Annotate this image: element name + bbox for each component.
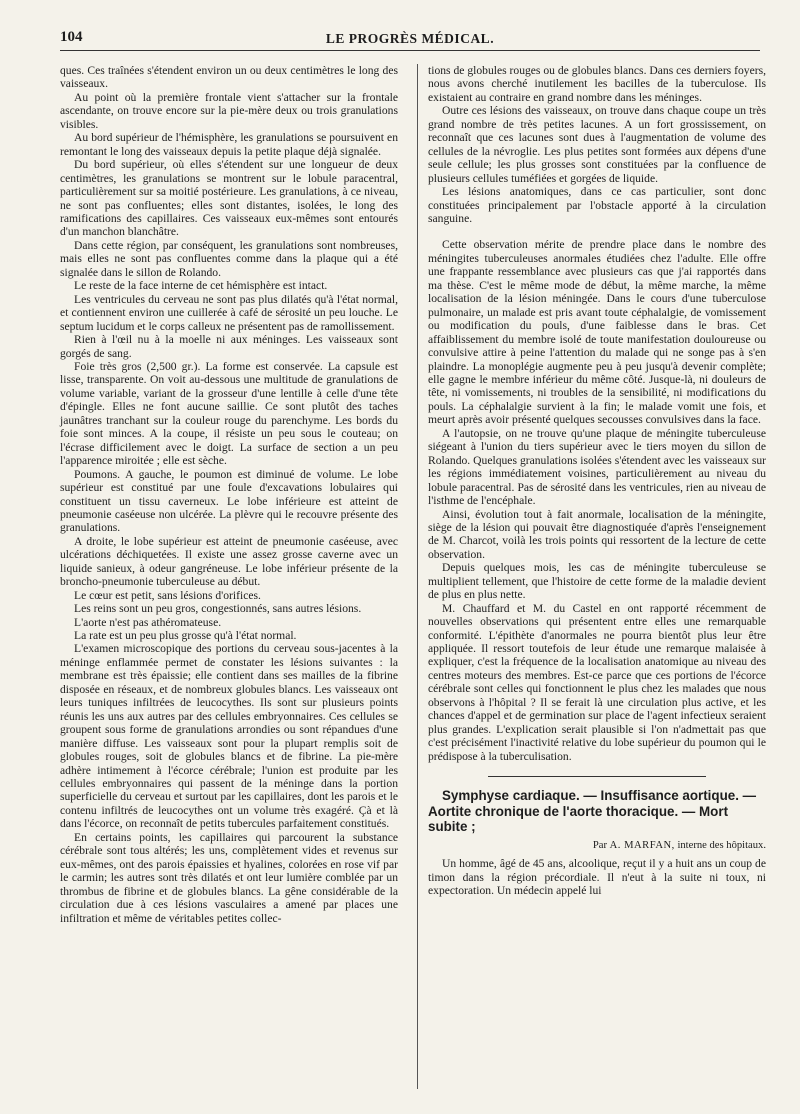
paragraph: M. Chauffard et M. du Castel en ont rapporté récemment de nouvelles observations qui présentent entre elles une remarquable conformité. L'épithète d'anormales ne pourra bientôt plus leur être appliquée. Il ressort toutefois de leur étude une remarque malaisée à expliquer, c'est la fréquence de la localisation anatomique au niveau des centres moteurs des membres. Est-ce parce que ces portions de l'écorce cérébrale sont celles qui fonctionnent le plus chez les malades que nous observons à l'hôpital ? Il se ferait là une circulation plus active, et les chances d'appel et de germination sur place de l'agent infectieux seraient plus grandes. L'explication serait plausible si l'on n'admettait pas que c'est précisément l'inactivité relative du lobe supérieur du poumon qui le prédispose à la tuberculisation. (428, 601, 766, 763)
paragraph: A droite, le lobe supérieur est atteint de pneumonie caséeuse, avec ulcérations déchiquetées. Il existe une assez grosse caverne avec un liquide sanieux, à odeur gangréneuse. Le lobe inférieur présente de la broncho-pneumonie tuberculeuse au début. (60, 534, 398, 589)
paragraph: Les reins sont un peu gros, congestionnés, sans autres lésions. (74, 602, 362, 616)
right-column (428, 64, 766, 897)
section-divider (488, 776, 706, 777)
article-opening: Un homme, âgé de 45 ans, alcoolique, reçut il y a huit ans un coup de timon dans la région précordiale. Il n'eut à la suite ni toux, ni expectoration. Un médecin appelé lui (428, 857, 766, 897)
paragraph: Le cœur est petit, sans lésions d'orifices. (74, 588, 261, 602)
paragraph: En certains points, les capillaires qui parcourent la substance cérébrale sont tous altérés; les uns, complètement vides et revenus sur eux-mêmes, ont des parois épaissies et hyalines, colorées en rose vif par le carmin; les autres sont très dilatés et ont leur lumière comblée par un thrombus de fibrine et de globules blancs. La gêne considérable de la circulation due à ces lésions vasculaires a amené par places une infiltration et même de véritables petites collec- (60, 830, 398, 925)
byline (428, 839, 766, 852)
article-title: Symphyse cardiaque. — Insuffisance aortique. — Aortite chronique de l'aorte thoracique. — Mort subite ; (428, 788, 757, 835)
left-column (60, 64, 398, 925)
author-name: A. MARFAN, (609, 839, 675, 851)
paragraph: ques. Ces traînées s'étendent environ un ou deux centimètres le long des vaisseaux. (60, 64, 398, 91)
paragraph: Au bord supérieur de l'hémisphère, les granulations se poursuivent en remontant le long des vaisseaux depuis la petite plaque déjà signalée. (60, 131, 398, 158)
paragraph: L'examen microscopique des portions du cerveau sous-jacentes à la méninge enflammée permet de constater les lésions suivantes : la membrane est très épaissie; elle contient dans ses mailles de la fibrine disposée en réseaux, et de nombreux globules blancs. Les vaisseaux ont leurs tuniques infiltrées de leucocythes. Ils sont sur plusieurs points réunis les uns aux autres par des cellules embryonnaires. Ces cellules se groupent sous forme de granulations arrondies ou sont répandues d'une manière diffuse. Les vaisseaux sont pour la plupart remplis soit de globules rouges, soit de globules blancs et de fibrine. La pie-mère adhère intimement à l'écorce cérébrale; l'union est produite par les cellules embryonnaires qui passent de la méninge dans la portion superficielle du cerveau et surtout par les capillaires, dont les parois et le contenu infiltrés de leucocythes ont un volume très exagéré. Çà et là dans l'écorce, on reconnaît de petits tubercules parfaitement constitués. (60, 642, 398, 831)
paragraph: Outre ces lésions des vaisseaux, on trouve dans chaque coupe un très grand nombre de très petites lacunes. A un fort grossissement, on reconnaît que ces lacunes sont dues à l'augmentation de volume des cellules de la névroglie. Les plus petites sont formées aux dépens d'une seule cellule; les plus grosses sont constituées par la confluence de plusieurs cellules tuméfiées et gorgées de liquide. (428, 104, 766, 185)
author-role: interne des hôpitaux. (677, 839, 766, 851)
paragraph: Au point où la première frontale vient s'attacher sur la frontale ascendante, on trouve encore sur la pie-mère deux ou trois granulations visibles. (60, 90, 398, 131)
paragraph: Le reste de la face interne de cet hémisphère est intact. (74, 279, 328, 293)
running-title: LE PROGRÈS MÉDICAL. (325, 31, 495, 46)
paragraph: Foie très gros (2,500 gr.). La forme est conservée. La capsule est lisse, transparente. On voit au-dessous une multitude de granulations de volume variable, variant de la grosseur d'une lentille à celle d'une tête d'épingle. Elles ne font aucune saillie. Ce sont plutôt des taches jaunâtres tranchant sur la couleur rouge du parenchyme. Les bords du foie sont minces. A la coupe, il résiste un peu sous le couteau; on l'écrase difficilement avec le doigt. La surface de section a un peu l'apparence miroitée ; elle est sèche. (60, 359, 398, 468)
right-column-body (428, 64, 766, 763)
paragraph: Cette observation mérite de prendre place dans le nombre des méningites tuberculeuses anormales étudiées chez l'adulte. Elle offre une frappante ressemblance avec plusieurs cas que j'ai rapportés dans ma thèse. C'est le même mode de début, la même marche, la même localisation de la lésion méningée. Dans le cours d'une tuberculose pulmonaire, un malade est pris avant toute céphalalgie, de vomissement ou modification du pouls, d'une faiblesse dans le bras. Cet affaiblissement du membre isolé de toute manifestation douloureuse ou convulsive attire à peine l'attention du malade qui ne songe pas à s'en plaindre. La monoplégie augmente peu à peu jusqu'à devenir complète; elle gagne le membre inférieur du même côté. Jusque-là, ni douleurs de tête, ni vomissements, ni troubles de la sensibilité, ni modifications du pouls. La céphalalgie survient à la fin; le malade vomit une fois, et meurt après avoir présenté quelques secousses convulsives dans la face. (428, 238, 766, 427)
paragraph: L'aorte n'est pas athéromateuse. (74, 615, 222, 629)
paragraph: La rate est un peu plus grosse qu'à l'état normal. (74, 629, 297, 643)
paragraph: Les lésions anatomiques, dans ce cas particulier, sont donc constituées principalement par l'obstacle apporté à la circulation sanguine. (428, 185, 766, 225)
column-divider (417, 64, 418, 1089)
paragraph: Poumons. A gauche, le poumon est diminué de volume. Le lobe supérieur est constitué par une foule d'excavations lobulaires qui constituent un tissu caverneux. Le lobe inférieure est atteint de pneumonie caséeuse non ulcérée. La plèvre qui le recouvre présente des granulations. (60, 467, 398, 535)
article-heading (428, 788, 766, 852)
paragraph: Ainsi, évolution tout à fait anormale, localisation de la méningite, siège de la lésion qui pouvait être diagnostiquée d'après l'enseignement de M. Charcot, voilà les trois points qui ressortent de la lecture de cette observation. (428, 507, 766, 561)
paragraph: Depuis quelques mois, les cas de méningite tuberculeuse se multiplient tellement, que l'histoire de cette forme de la maladie devient de plus en plus nette. (428, 561, 766, 602)
page-number: 104 (60, 29, 83, 45)
paragraph: tions de globules rouges ou de globules blancs. Dans ces derniers foyers, nous avons cherché inutilement les bacilles de la tuberculose. Ils existaient au contraire en grand nombre dans les méninges. (428, 64, 766, 104)
paragraph: Les ventricules du cerveau ne sont pas plus dilatés qu'à l'état normal, et contiennent environ une cuillerée à café de sérosité un peu louche. Le septum lucidum et le corps calleux ne présentent pas de ramollissement. (60, 292, 398, 333)
paragraph: A l'autopsie, on ne trouve qu'une plaque de méningite tuberculeuse siégeant à l'union du tiers supérieur avec le tiers moyen du sillon de Rolando. Quelques granulations isolées s'étendent avec les vaisseaux sur les régions immédiatement voisines, particulièrement au niveau du lobule paracentral. Pas de sérosité dans les ventricules, rien au niveau de l'isthme de l'encéphale. (428, 426, 766, 508)
byline-prefix: Par (592, 839, 607, 851)
page-header (60, 28, 760, 51)
paragraph: Du bord supérieur, où elles s'étendent sur une longueur de deux centimètres, les granulations se montrent sur le lobule paracentral, particulièrement sur sa moitié postérieure. Les granulations, à ce niveau, ne sont pas confluentes; elles sont distantes, isolées, le long des ramifications des capillaires. Ces vaisseaux eux-mêmes sont entourés d'un manchon blanchâtre. (60, 158, 398, 239)
paragraph: Rien à l'œil nu à la moelle ni aux méninges. Les vaisseaux sont gorgés de sang. (60, 333, 398, 360)
paragraph: Dans cette région, par conséquent, les granulations sont nombreuses, mais elles ne sont pas confluentes comme dans la plaque qui a été signalée dans le sillon de Rolando. (60, 238, 398, 279)
